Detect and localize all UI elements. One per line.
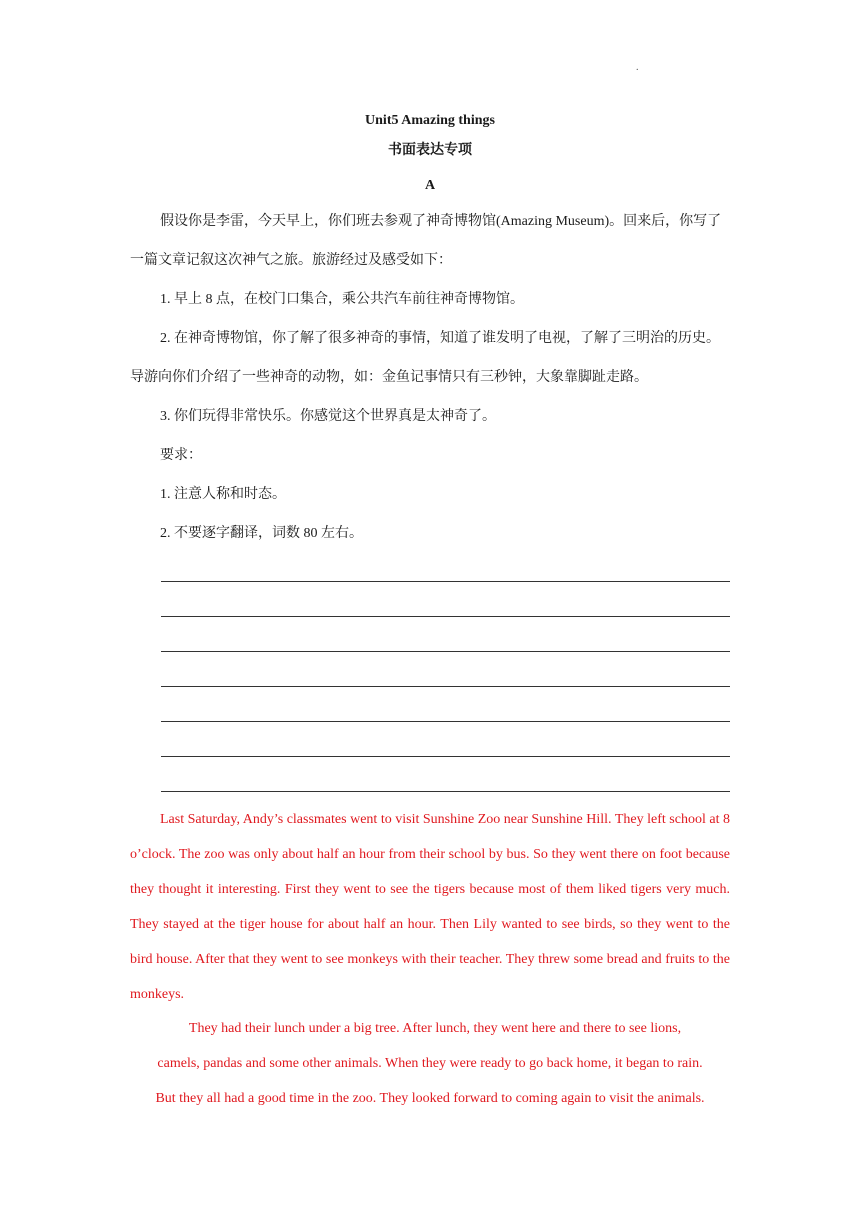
prompt-point-2: 2. 在神奇博物馆，你了解了很多神奇的事情，知道了谁发明了电视，了解了三明治的历史。导游向你们介绍了一些神奇的动物，如：金鱼记事情只有三秒钟，大象靠脚趾走路。 [130, 331, 720, 385]
section-subtitle: 书面表达专项 [388, 142, 472, 158]
answer-paragraph-2-line-1: They had their lunch under a big tree. After lunch, they went here and there to see lions, [188, 1021, 682, 1036]
writing-line [161, 616, 730, 617]
answer-paragraph-2 [128, 1011, 732, 1116]
requirements-label: 要求： [160, 448, 202, 463]
prompt-point-1: 1. 早上 8 点，在校门口集合，乘公共汽车前往神奇博物馆。 [160, 292, 524, 307]
requirement-2: 2. 不要逐字翻译，词数 80 左右。 [160, 526, 363, 541]
prompt-intro: 假设你是李雷，今天早上，你们班去参观了神奇博物馆(Amazing Museum)。回来后，你写了一篇文章记叙这次神气之旅。旅游经过及感受如下： [130, 214, 722, 268]
answer-paragraph-2-line-2: camels, pandas and some other animals. When they were ready to go back home, it began to rain. [157, 1056, 703, 1071]
writing-line [161, 791, 730, 792]
part-label: A [424, 178, 436, 193]
header-dot: . [636, 62, 639, 73]
writing-line [161, 721, 730, 722]
writing-line [161, 756, 730, 757]
prompt-point-3: 3. 你们玩得非常快乐。你感觉这个世界真是太神奇了。 [160, 409, 496, 424]
answer-paragraph-1-text: Last Saturday, Andy’s classmates went to visit Sunshine Zoo near Sunshine Hill. They left school at 8 o’clock. The zoo was only about half an hour from their school by bus. So they went there on foot because they thought it interesting. First they went to see the tigers because most of them liked tigers very much. They stayed at the tiger house for about half an hour. Then Lily wanted to see birds, so they went to the bird house. After that they went to see monkeys with their teacher. They threw some bread and fruits to the monkeys. [130, 812, 730, 1002]
writing-line [161, 651, 730, 652]
requirement-1: 1. 注意人称和时态。 [160, 487, 286, 502]
answer-paragraph-1 [130, 802, 730, 1012]
writing-line [161, 686, 730, 687]
writing-line [161, 581, 730, 582]
unit-title: Unit5 Amazing things [365, 113, 495, 128]
answer-paragraph-2-line-3: But they all had a good time in the zoo. They looked forward to coming again to visit the animals. [155, 1091, 705, 1106]
